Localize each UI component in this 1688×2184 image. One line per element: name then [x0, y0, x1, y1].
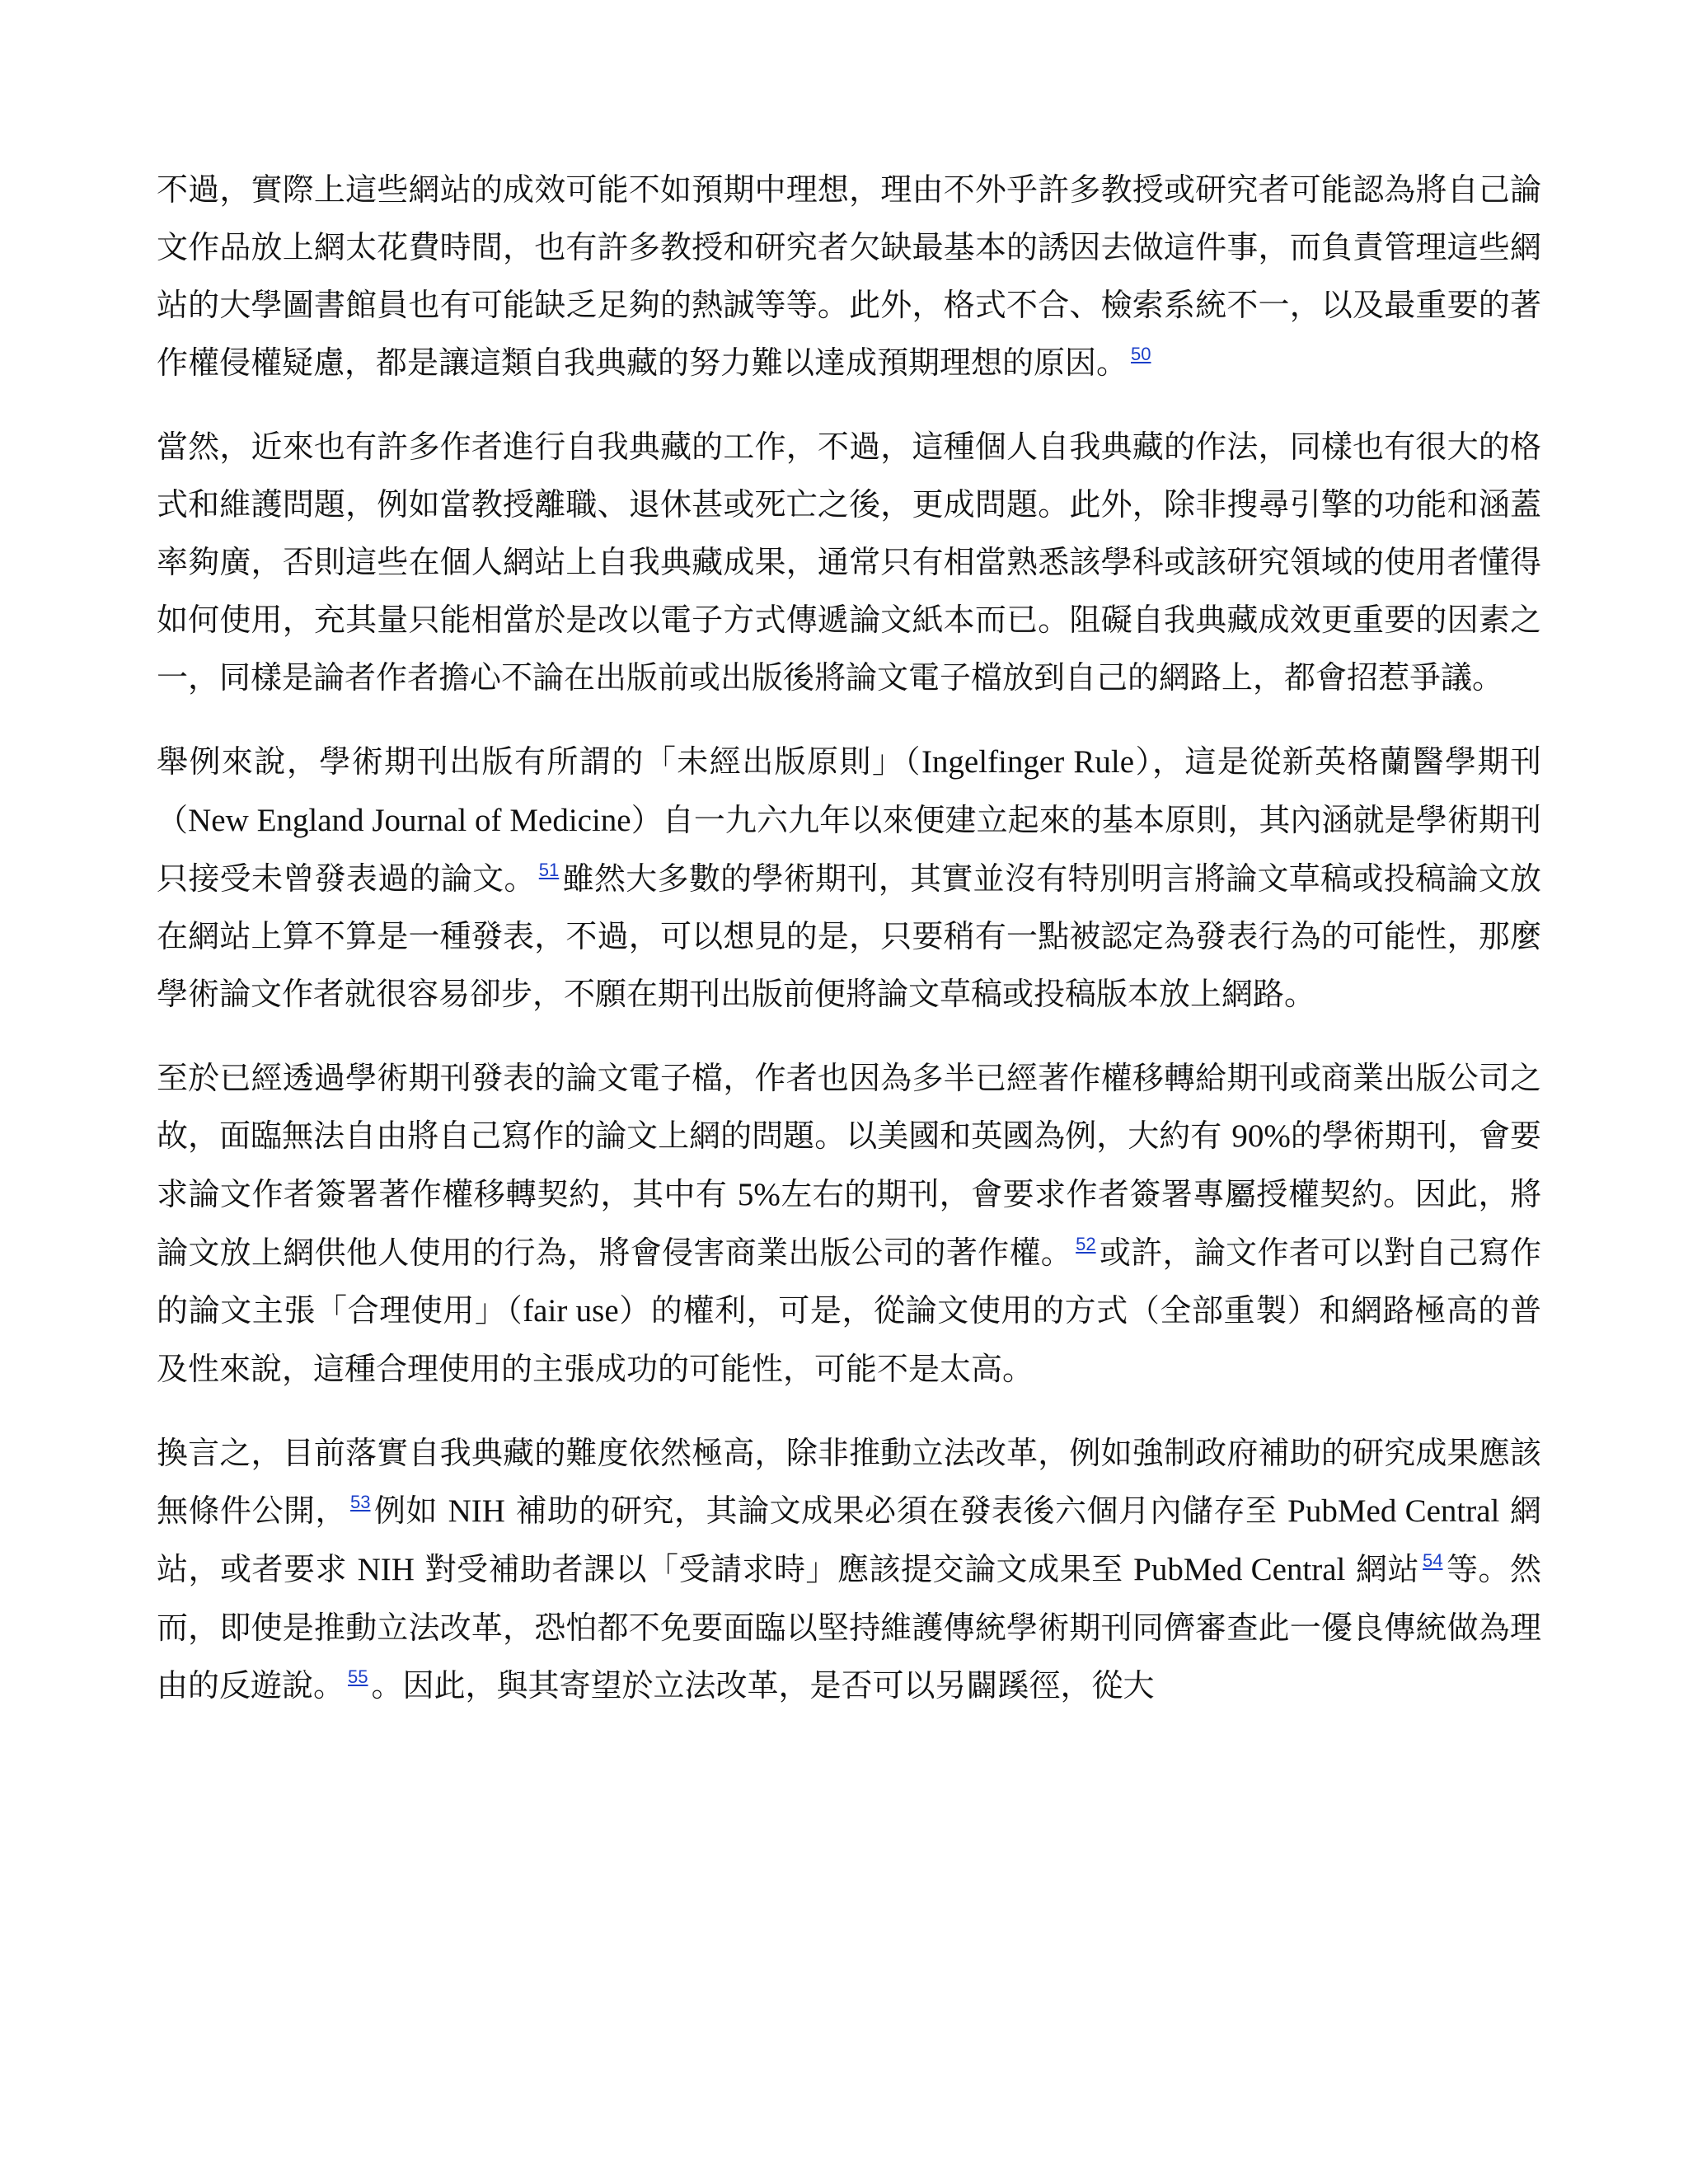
footnote-link[interactable]: 50 [1131, 344, 1151, 364]
latin-text: fair use [523, 1293, 619, 1329]
footnote-link[interactable]: 54 [1423, 1550, 1443, 1571]
body-text: 舉例來說，學術期刊出版有所謂的「未經出版原則」（ [157, 743, 921, 780]
paragraph-4 [157, 1049, 1541, 1398]
latin-text: PubMed Central [1133, 1552, 1346, 1587]
footnote-ref [1423, 1550, 1442, 1571]
footnote-link[interactable]: 53 [350, 1492, 371, 1512]
footnote-link[interactable]: 52 [1076, 1234, 1096, 1254]
body-text: 至於已經透過學術期刊發表的論文電子檔，作者也因為多半已經著作權移轉給期刊或商業出版公司之故，面臨無法自由將自己寫作的論文上網的問題。以美國和英國為例，大約有 [157, 1060, 1541, 1154]
body-text: 的學術期刊，會要求論文作者簽署著作權移轉契約，其中有 [157, 1118, 1541, 1212]
latin-text: Ingelfinger Rule [921, 744, 1135, 780]
body-text: 換言之，目前落實自我典藏的難度依然極高，除非推動立法改革，例如強制政府補助的研究成果應該無條件公開， [157, 1435, 1541, 1529]
body-text: 或許，論文作者可以對自己寫作的論文主張「合理使用」（ [157, 1235, 1541, 1329]
latin-text: NIH [448, 1493, 505, 1529]
latin-text: New England Journal of Medicine [188, 803, 631, 838]
body-text: 當然，近來也有許多作者進行自我典藏的工作，不過，這種個人自我典藏的作法，同樣也有很大的格式和維護問題，例如當教授離職、退休甚或死亡之後，更成問題。此外，除非搜尋引擎的功能和涵蓋率夠廣，否則這些在個人網站上自我典藏成果，通常只有相當熟悉該學科或該研究領域的使用者懂得如何使用，充其量只能相當於是改以電子方式傳遞論文紙本而已。阻礙自我典藏成效更重要的因素之一，同樣是論者作者擔心不論在出版前或出版後將論文電子檔放到自己的網路上，都會招惹爭議。 [157, 429, 1541, 696]
latin-text: 5% [737, 1177, 781, 1212]
body-text: 雖然大多數的學術期刊，其實並沒有特別明言將論文草稿或投稿論文放在網站上算不算是一種發表，不過，可以想見的是，只要稍有一點被認定為發表行為的可能性，那麼學術論文作者就很容易卻步，不願在期刊出版前便將論文草稿或投稿版本放上網路。 [157, 860, 1541, 1012]
body-text: 例如 [373, 1493, 448, 1529]
footnote-ref [1131, 344, 1151, 364]
latin-text: 90% [1231, 1118, 1291, 1154]
paragraph-2 [157, 418, 1541, 706]
document-body [157, 161, 1541, 1741]
footnote-ref [1076, 1234, 1095, 1254]
body-text: 對受補助者課以「受請求時」應該提交論文成果至 [414, 1551, 1134, 1587]
latin-text: NIH [357, 1552, 415, 1587]
body-text: 網站，或者要求 [157, 1493, 1541, 1587]
latin-text: PubMed Central [1287, 1493, 1500, 1529]
body-text: ），這是從新英格蘭醫學期刊（ [157, 743, 1541, 838]
paragraph-5 [157, 1424, 1541, 1714]
body-text: 等。然而，即使是推動立法改革，恐怕都不免要面臨以堅持維護傳統學術期刊同儕審查此一優良傳統做為理由的反遊說。 [157, 1551, 1541, 1704]
footnote-ref [348, 1666, 368, 1687]
body-text: 補助的研究，其論文成果必須在發表後六個月內儲存至 [504, 1493, 1288, 1529]
paragraph-3 [157, 733, 1541, 1023]
body-text: 不過，實際上這些網站的成效可能不如預期中理想，理由不外乎許多教授或研究者可能認為將自己論文作品放上網太花費時間，也有許多教授和研究者欠缺最基本的誘因去做這件事，而負責管理這些網站的大學圖書館員也有可能缺乏足夠的熱誠等等。此外，格式不合、檢索系統不一，以及最重要的著作權侵權疑慮，都是讓這類自我典藏的努力難以達成預期理想的原因。 [157, 171, 1541, 381]
paragraph-1 [157, 161, 1541, 391]
body-text: 左右的期刊，會要求作者簽署專屬授權契約。因此，將論文放上網供他人使用的行為，將會侵害商業出版公司的著作權。 [157, 1176, 1541, 1271]
footnote-link[interactable]: 51 [538, 860, 560, 880]
body-text: 網站 [1345, 1551, 1419, 1587]
footnote-ref [350, 1492, 370, 1512]
footnote-link[interactable]: 55 [348, 1666, 368, 1687]
body-text: ）的權利，可是，從論文使用的方式（全部重製）和網路極高的普及性來說，這種合理使用的主張成功的可能性，可能不是太高。 [157, 1292, 1541, 1387]
footnote-ref [539, 860, 559, 880]
body-text: 。因此，與其寄望於立法改革，是否可以另闢蹊徑，從大 [371, 1667, 1155, 1704]
body-text: ）自一九六九年以來便建立起來的基本原則，其內涵就是學術期刊只接受未曾發表過的論文。 [157, 802, 1541, 897]
